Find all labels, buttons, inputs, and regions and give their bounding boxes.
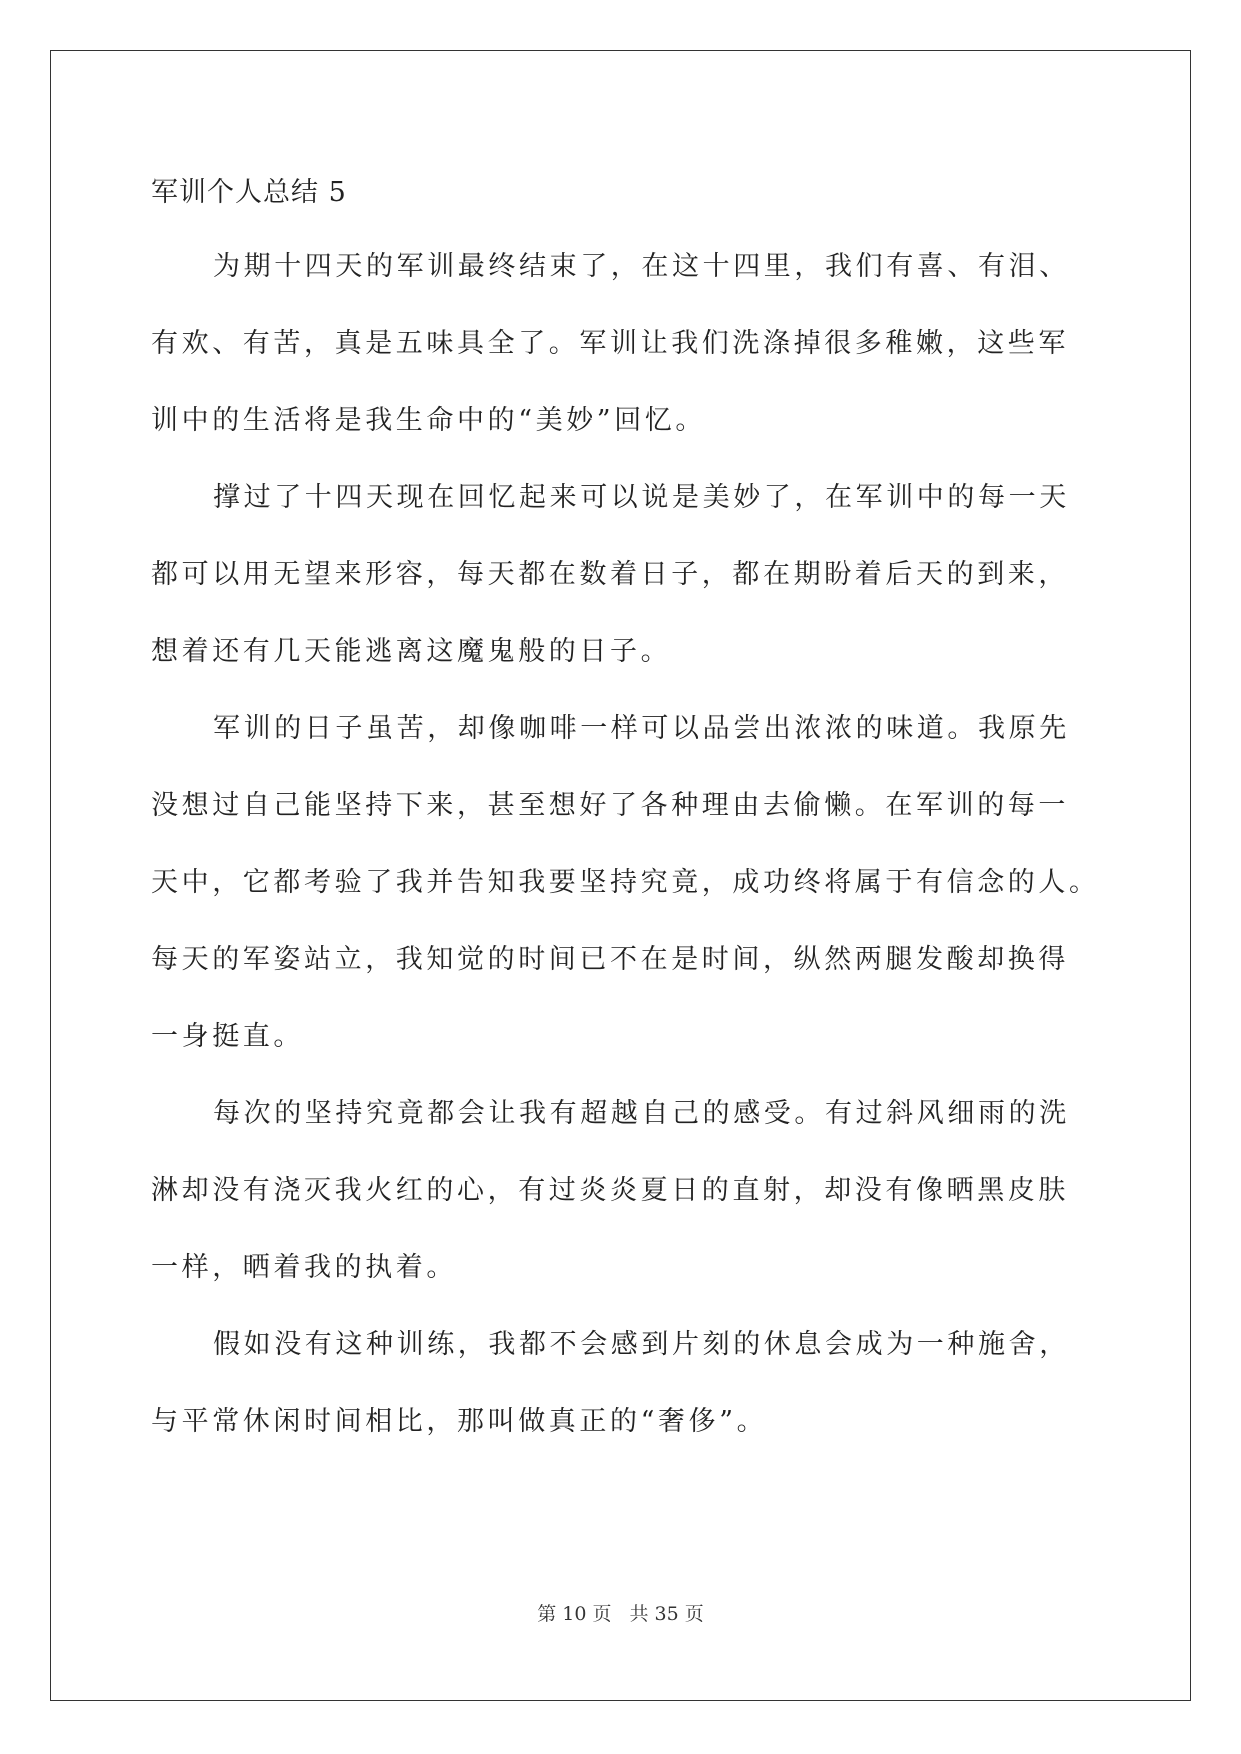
paragraph-line: 每次的坚持究竟都会让我有超越自己的感受。有过斜风细雨的洗 xyxy=(213,1098,1070,1129)
paragraph-line: 天中，它都考验了我并告知我要坚持究竟，成功终将属于有信念的人。 xyxy=(151,867,1100,898)
paragraph-line: 一样，晒着我的执着。 xyxy=(151,1252,457,1283)
paragraph-2 xyxy=(151,459,1086,690)
paragraph-3 xyxy=(151,690,1100,1075)
page-footer xyxy=(0,1599,1241,1626)
paragraph-line: 淋却没有浇灭我火红的心，有过炎炎夏日的直射，却没有像晒黑皮肤 xyxy=(151,1175,1069,1206)
paragraph-1 xyxy=(151,228,1086,459)
paragraph-line: 与平常休闲时间相比，那叫做真正的“奢侈”。 xyxy=(151,1406,768,1437)
paragraph-line: 假如没有这种训练，我都不会感到片刻的休息会成为一种施舍， xyxy=(213,1329,1070,1360)
paragraph-5 xyxy=(151,1306,1086,1460)
document-body xyxy=(151,158,1100,1460)
page-number-total: 共 35 页 xyxy=(629,1603,704,1625)
document-heading: 军训个人总结 5 xyxy=(151,177,347,208)
paragraph-line: 一身挺直。 xyxy=(151,1021,304,1052)
paragraph-line: 军训的日子虽苦，却像咖啡一样可以品尝出浓浓的味道。我原先 xyxy=(213,713,1070,744)
paragraph-4 xyxy=(151,1075,1086,1306)
paragraph-line: 都可以用无望来形容，每天都在数着日子，都在期盼着后天的到来， xyxy=(151,559,1069,590)
page-number-current: 第 10 页 xyxy=(537,1603,612,1625)
paragraph-line: 每天的军姿站立，我知觉的时间已不在是时间，纵然两腿发酸却换得 xyxy=(151,944,1069,975)
paragraph-line: 撑过了十四天现在回忆起来可以说是美妙了，在军训中的每一天 xyxy=(213,482,1070,513)
paragraph-line: 训中的生活将是我生命中的“美妙”回忆。 xyxy=(151,405,707,436)
paragraph-line: 想着还有几天能逃离这魔鬼般的日子。 xyxy=(151,636,672,667)
paragraph-line: 有欢、有苦，真是五味具全了。军训让我们洗涤掉很多稚嫩，这些军 xyxy=(151,328,1069,359)
paragraph-line: 为期十四天的军训最终结束了，在这十四里，我们有喜、有泪、 xyxy=(213,251,1070,282)
paragraph-line: 没想过自己能坚持下来，甚至想好了各种理由去偷懒。在军训的每一 xyxy=(151,790,1069,821)
